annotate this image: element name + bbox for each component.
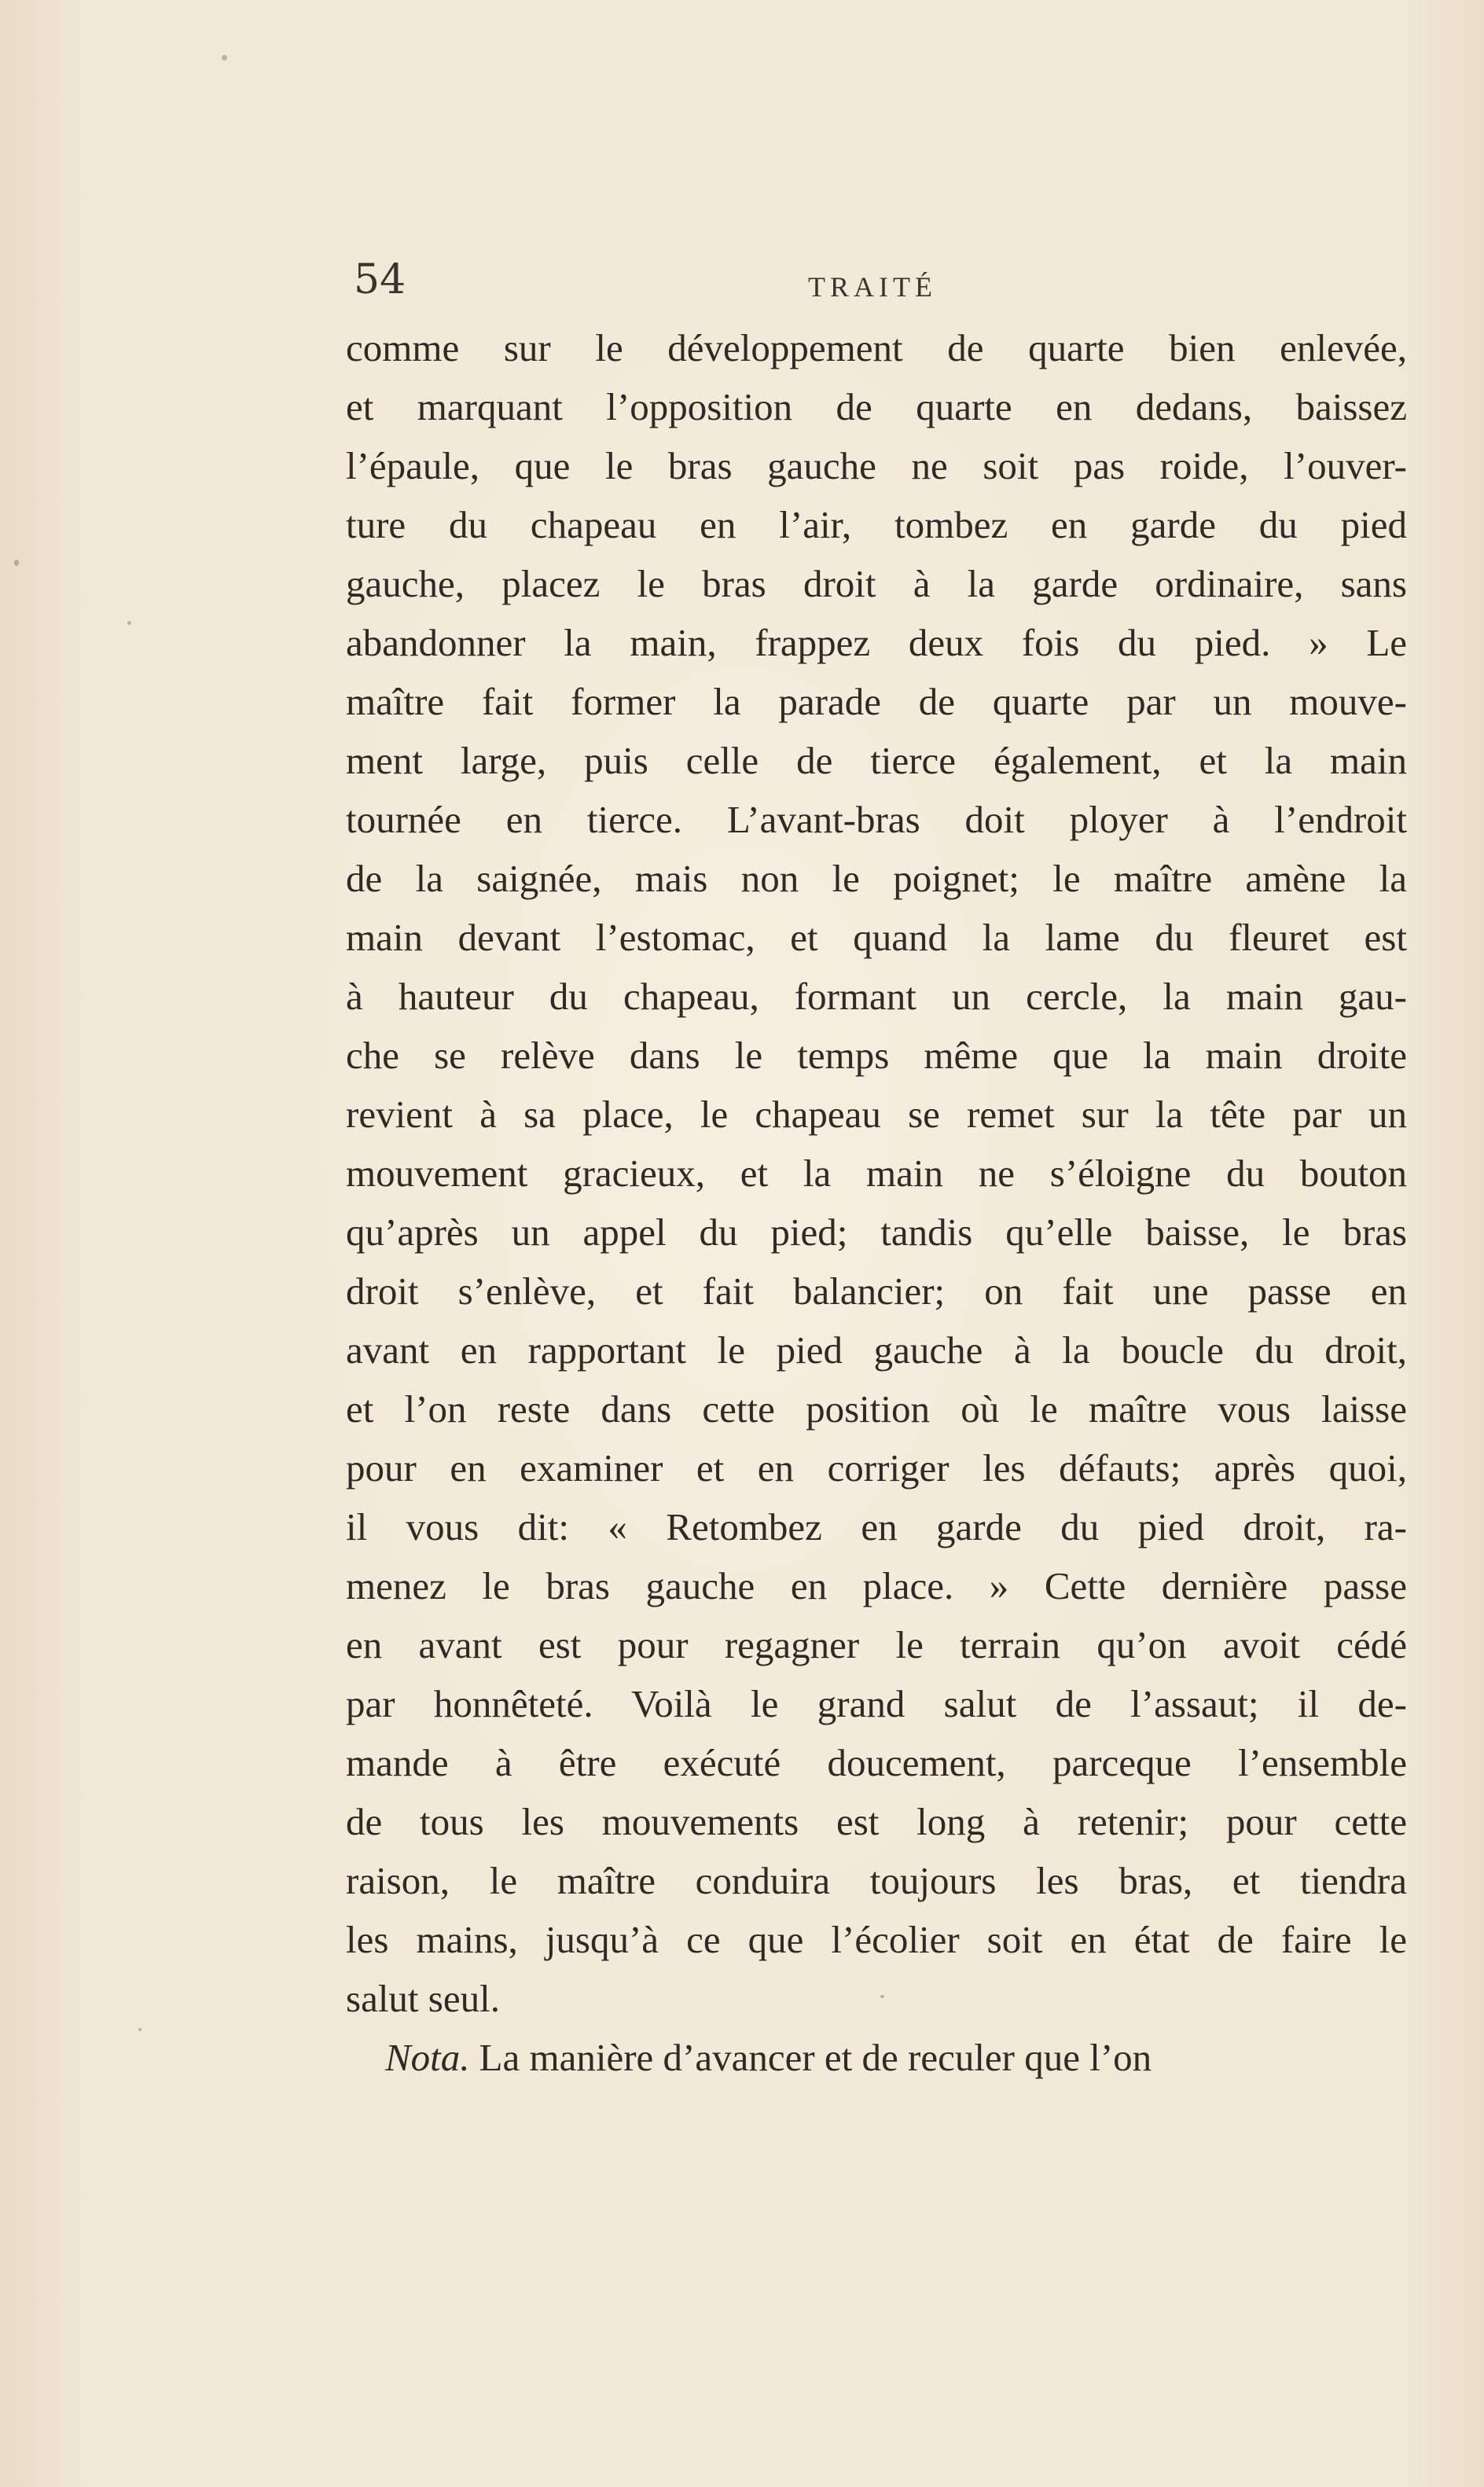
text-line: comme sur le développement de quarte bien enlevée, bbox=[346, 326, 1407, 369]
nota-paragraph bbox=[346, 2028, 1407, 2087]
text-line: à hauteur du chapeau, formant un cercle, la main gau- bbox=[346, 975, 1407, 1018]
paper-speck bbox=[222, 55, 227, 61]
text-line: raison, le maître conduira toujours les bras, et tiendra bbox=[346, 1859, 1407, 1902]
nota-text: La manière d’avancer et de reculer que l’on bbox=[479, 2036, 1152, 2079]
body-text bbox=[346, 318, 1407, 2087]
running-title: TRAITÉ bbox=[808, 271, 937, 303]
text-line: de tous les mouvements est long à retenir; pour cette bbox=[346, 1800, 1407, 1843]
text-line: mouvement gracieux, et la main ne s’éloigne du bouton bbox=[346, 1152, 1407, 1195]
text-line: qu’après un appel du pied; tandis qu’elle baisse, le bras bbox=[346, 1210, 1407, 1254]
text-line: les mains, jusqu’à ce que l’écolier soit en état de faire le bbox=[346, 1918, 1407, 1961]
running-head bbox=[346, 250, 1399, 313]
paper-speck bbox=[14, 560, 19, 566]
text-line: ture du chapeau en l’air, tombez en garde du pied bbox=[346, 503, 1407, 546]
text-line: menez le bras gauche en place. » Cette dernière passe bbox=[346, 1564, 1407, 1607]
text-line: main devant l’estomac, et quand la lame du fleuret est bbox=[346, 916, 1407, 959]
text-line: gauche, placez le bras droit à la garde ordinaire, sans bbox=[346, 562, 1407, 605]
text-line: par honnêteté. Voilà le grand salut de l’assaut; il de- bbox=[346, 1682, 1407, 1725]
text-line: ment large, puis celle de tierce également, et la main bbox=[346, 739, 1407, 782]
text-line: mande à être exécuté doucement, parceque l’ensemble bbox=[346, 1741, 1407, 1784]
text-line: droit s’enlève, et fait balancier; on fait une passe en bbox=[346, 1269, 1407, 1313]
text-line: maître fait former la parade de quarte par un mouve- bbox=[346, 680, 1407, 723]
paper-speck bbox=[138, 2028, 141, 2031]
text-line: en avant est pour regagner le terrain qu’on avoit cédé bbox=[346, 1623, 1407, 1666]
text-line: avant en rapportant le pied gauche à la boucle du droit, bbox=[346, 1328, 1407, 1372]
text-line: abandonner la main, frappez deux fois du pied. » Le bbox=[346, 621, 1407, 664]
text-line: tournée en tierce. L’avant-bras doit ployer à l’endroit bbox=[346, 798, 1407, 841]
text-line: et l’on reste dans cette position où le maître vous laisse bbox=[346, 1387, 1407, 1431]
text-line: revient à sa place, le chapeau se remet sur la tête par un bbox=[346, 1093, 1407, 1136]
nota-label: Nota. bbox=[385, 2036, 470, 2079]
text-line: il vous dit: « Retombez en garde du pied droit, ra- bbox=[346, 1505, 1407, 1548]
text-line: de la saignée, mais non le poignet; le maître amène la bbox=[346, 857, 1407, 900]
paper-speck bbox=[127, 621, 131, 625]
page-number: 54 bbox=[354, 256, 406, 303]
text-line: pour en examiner et en corriger les défauts; après quoi, bbox=[346, 1446, 1407, 1490]
text-line: et marquant l’opposition de quarte en dedans, baissez bbox=[346, 385, 1407, 428]
text-line: che se relève dans le temps même que la main droite bbox=[346, 1034, 1407, 1077]
text-line: l’épaule, que le bras gauche ne soit pas roide, l’ouver- bbox=[346, 444, 1407, 487]
text-line: salut seul. bbox=[346, 1977, 500, 2020]
